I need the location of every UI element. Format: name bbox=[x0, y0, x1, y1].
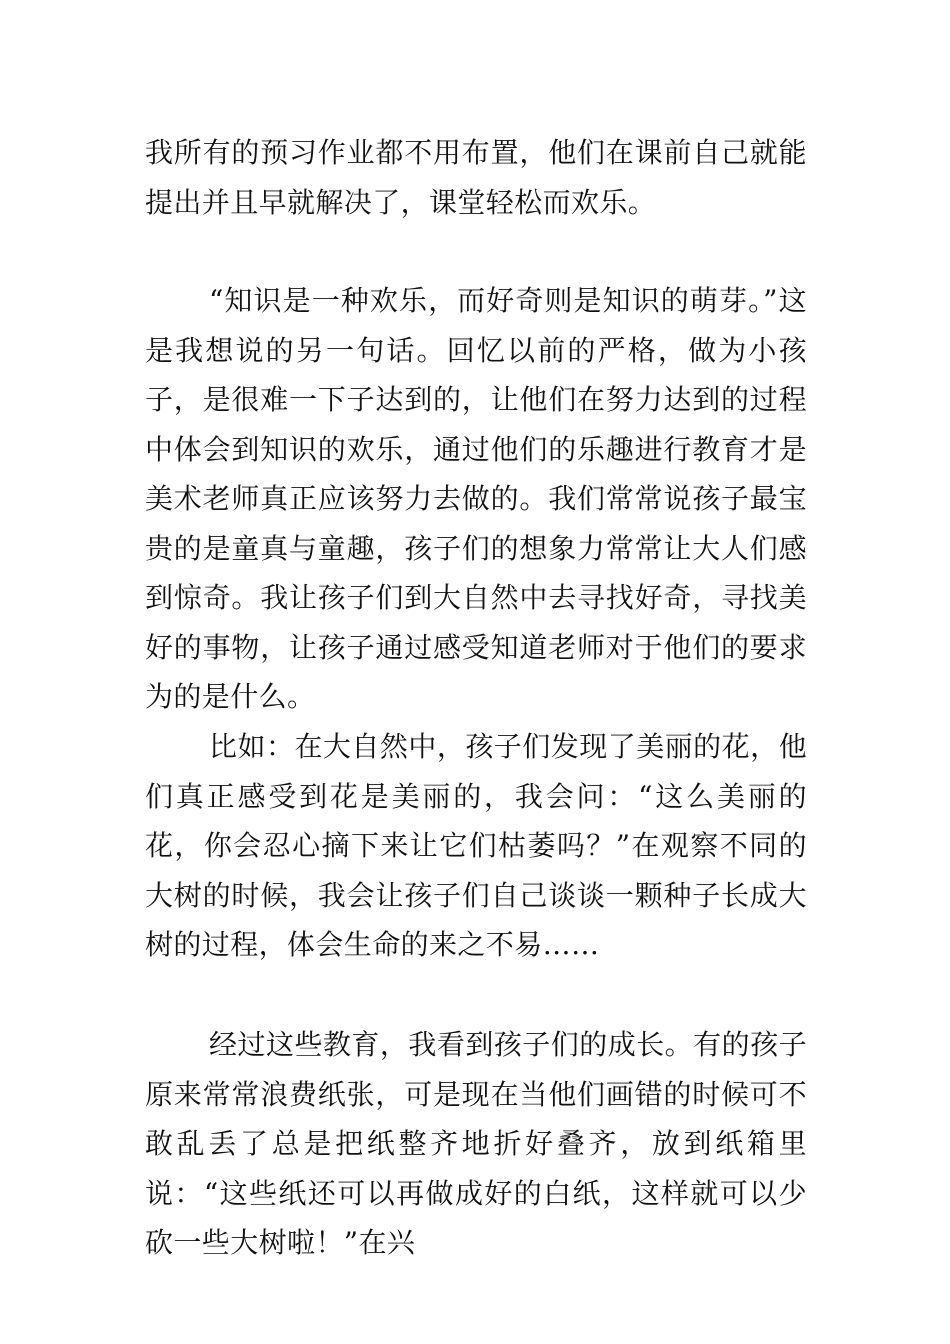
paragraph-1: 我所有的预习作业都不用布置，他们在课前自己就能提出并且早就解决了，课堂轻松而欢乐。 bbox=[145, 136, 807, 219]
paragraph-2: “知识是一种欢乐，而好奇则是知识的萌芽。”这是我想说的另一句话。回忆以前的严格，做为小孩子，是很难一下子达到的，让他们在努力达到的过程中体会到知识的欢乐，通过他们的乐趣进行教育才是美术老师真正应该努力去做的。我们常常说孩子最宝贵的是童真与童趣，孩子们的想象力常常让大人们感到惊奇。我让孩子们到大自然中去寻找好奇，寻找美好的事物，让孩子通过感受知道老师对于他们的要求为的是什么。 bbox=[145, 284, 807, 713]
paragraph-3: 比如：在大自然中，孩子们发现了美丽的花，他们真正感受到花是美丽的，我会问：“这么美丽的花，你会忍心摘下来让它们枯萎吗？”在观察不同的大树的时候，我会让孩子们自己谈谈一颗种子长成大树的过程，体会生命的来之不易…… bbox=[145, 730, 807, 961]
paragraph-4: 经过这些教育，我看到孩子们的成长。有的孩子原来常常浪费纸张，可是现在当他们画错的时候可不敢乱丢了总是把纸整齐地折好叠齐，放到纸箱里说：“这些纸还可以再做成好的白纸，这样就可以少砍一些大树啦！”在兴 bbox=[145, 1028, 807, 1259]
